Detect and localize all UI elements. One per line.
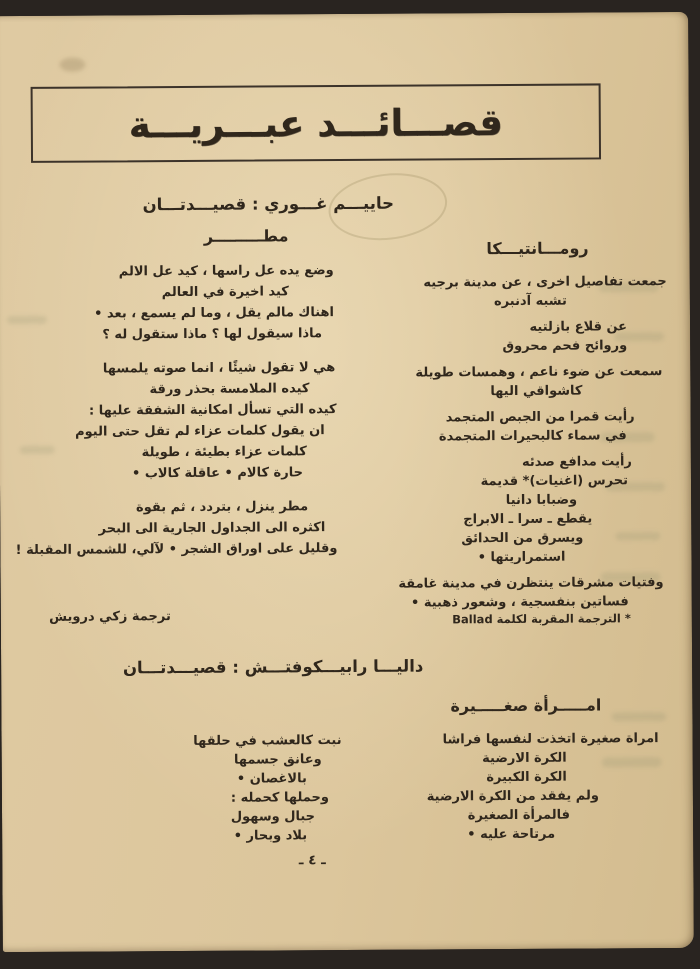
poem-line: بالاغصان • — [236, 771, 307, 787]
paper-stain — [59, 58, 85, 72]
poem-line: امراة صغيرة اتخذت لنفسها فراشا — [442, 731, 659, 748]
stanza — [26, 357, 337, 485]
poem-line: مطر ينزل ، بتردد ، ثم بقوة — [135, 499, 309, 516]
poem-line: فالمرأة الصغيرة — [467, 807, 571, 824]
section2-author-header: داليـــا رابيـــكوفتـــش : قصيـــدتـــان — [122, 656, 424, 678]
stanza — [357, 362, 667, 402]
poem-rain-lines — [15, 260, 338, 561]
poem-small-woman-lines — [360, 729, 660, 845]
stanza — [360, 729, 660, 845]
poem-line: كيده التي تسأل امكانية الشفقة عليها : — [88, 402, 337, 419]
poem-line: رأيت مدافع صدئه — [521, 454, 632, 470]
poem-line: وعانق جسمها — [233, 752, 322, 768]
poem-rain-title: مطـــــــــر — [203, 226, 289, 246]
poem-rain-column — [15, 226, 338, 574]
poem-small-woman-continuation-lines — [32, 731, 343, 847]
poem-line: ويسرق من الحدائق — [461, 530, 584, 547]
poem-line: كلمات عزاء بطيئة ، طويلة — [141, 444, 307, 461]
poem-line: جبال وسهول — [230, 809, 316, 825]
poem-line: استمراريتها • — [477, 549, 566, 566]
translator-credit: ترجمة زكي درويش — [49, 609, 171, 625]
stanza — [357, 272, 667, 312]
poem-line: كيده الملامسة بحذر ورقة — [149, 381, 310, 398]
stanza — [26, 260, 337, 346]
poem-line: وقليل على اوراق الشجر • لآلي، للشمس المقبلة ! — [15, 541, 338, 559]
title-box — [31, 83, 601, 162]
poem-line: ان يقول كلمات عزاء لم تقل حتى اليوم — [75, 423, 325, 440]
page-number: ـ ٤ ـ — [298, 852, 326, 869]
poem-romantica-column — [357, 238, 669, 620]
poem-line: كيد اخيرة في العالم — [161, 284, 289, 301]
poem-romantica-lines — [357, 272, 669, 613]
poem-line: اهناك مالم يقل ، وما لم يسمع ، بعد • — [94, 305, 335, 322]
poem-line: جمعت تفاصيل اخرى ، عن مدينة برجيه — [423, 274, 667, 291]
magazine-page — [0, 12, 694, 952]
poem-line: وضبابا دانيا — [505, 492, 578, 509]
poem-line: وفتيات مشرقات ينتظرن في مدينة غامقة — [398, 575, 664, 592]
poem-line: ولم يفقد من الكرة الارضية — [426, 788, 599, 805]
poem-line: مرتاحة عليه • — [467, 826, 556, 843]
poem-line: نبت كالعشب في حلقها — [193, 733, 342, 749]
poem-line: سمعت عن ضوء ناعم ، وهمسات طويلة — [415, 364, 663, 381]
poem-line: بلاد وبحار • — [233, 828, 308, 844]
page-title: قصـــائـــد عبـــريـــة — [128, 100, 504, 146]
poem-line: في سماء كالبحيرات المتجمدة — [438, 428, 627, 445]
poem-line: حارة كالام • عاقلة كالاب • — [131, 465, 303, 482]
stanza — [15, 496, 338, 561]
poem-line: وروائح فحم محروق — [502, 338, 628, 355]
poem-small-woman-continuation-column — [32, 731, 343, 854]
stanza — [359, 573, 669, 613]
poem-line: تحرس (اغنيات)* قديمة — [480, 473, 629, 490]
poem-small-woman-title: امـــــرأة صغـــــيرة — [450, 695, 602, 716]
poem-line: وضع يده عل راسها ، كيد عل الالم — [118, 263, 334, 280]
poem-romantica-title: رومـــانتيـــكا — [486, 238, 589, 259]
stanza — [357, 317, 667, 357]
poem-line: الكرة الارضية — [482, 750, 567, 767]
poem-line: هي لا تقول شيئًا ، انما صوته يلمسها — [102, 360, 336, 377]
poem-line: عن قلاع بازلتيه — [529, 319, 628, 335]
poem-line: كاشواقي اليها — [490, 383, 583, 400]
stanza — [32, 731, 343, 847]
poem-line: رأيت قمرا من الجبص المتجمد — [445, 409, 635, 426]
poem-line: فساتين بنفسجية ، وشعور ذهبية • — [410, 594, 629, 611]
poem-line: الكرة الكبيرة — [486, 769, 567, 786]
poem-line: اكثره الى الجداول الجارية الى البحر — [98, 520, 326, 537]
poem-line: تشبه آدنبره — [493, 293, 567, 310]
poem-line: ماذا سيقول لها ؟ ماذا ستقول له ؟ — [102, 326, 323, 343]
poem-line: يقطع ـ سرا ـ الابراج — [463, 511, 593, 528]
stanza — [358, 407, 668, 447]
section1-author-header: حاييـــم غـــوري : قصيـــدتـــان — [142, 193, 395, 215]
stanza — [358, 452, 669, 568]
ballad-footnote: * الترجمة المقربة لكلمة Ballad — [452, 611, 631, 627]
poem-line: وحملها كحمله : — [230, 790, 329, 806]
poem-small-woman-column — [359, 695, 659, 852]
